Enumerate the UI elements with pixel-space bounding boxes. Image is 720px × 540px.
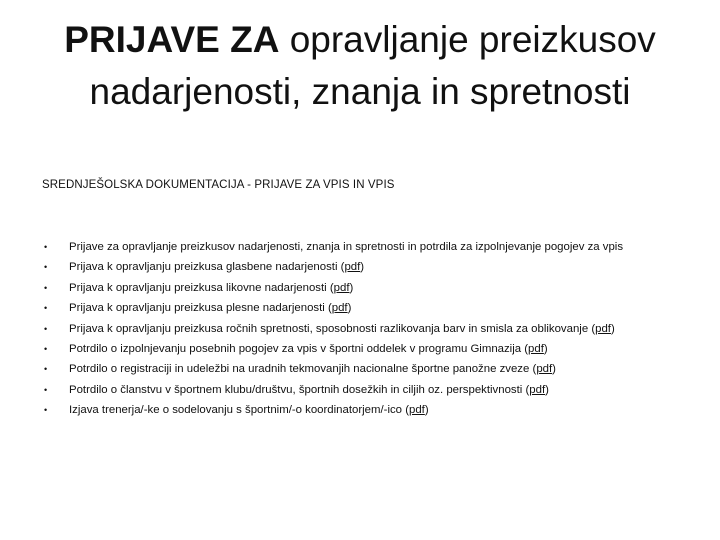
pdf-link[interactable]: pdf	[333, 281, 350, 294]
list-item	[42, 380, 702, 400]
pdf-link[interactable]: pdf	[536, 363, 553, 376]
item-text: Prijava k opravljanju preizkusa glasbene nadarjenosti	[69, 261, 341, 274]
pdf-link[interactable]: pdf	[331, 302, 348, 315]
list-item	[42, 237, 702, 257]
slide-title	[20, 14, 700, 118]
paren-close: )	[545, 383, 549, 396]
bullet: •	[44, 364, 48, 375]
list-item	[42, 298, 702, 318]
paren-open: (	[532, 363, 537, 376]
pdf-link[interactable]: pdf	[408, 404, 425, 417]
paren-open: (	[525, 383, 530, 396]
list-item	[42, 400, 702, 420]
bullet: •	[44, 343, 48, 354]
document-list	[42, 237, 702, 421]
pdf-link[interactable]: pdf	[529, 383, 546, 396]
item-text: Prijava k opravljanju preizkusa plesne nadarjenosti	[69, 302, 328, 315]
paren-open: (	[329, 281, 334, 294]
paren-open: (	[591, 322, 596, 335]
bullet: •	[44, 323, 48, 334]
paren-close: )	[543, 342, 548, 355]
paren-close: )	[360, 261, 365, 274]
paren-close: )	[610, 322, 615, 335]
section-subtitle: SREDNJEŠOLSKA DOKUMENTACIJA - PRIJAVE ZA VPIS IN VPIS	[42, 179, 395, 191]
item-text: Prijava k opravljanju preizkusa ročnih spretnosti, sposobnosti razlikovanja barv in smisla za oblikovanje	[69, 322, 592, 335]
paren-open: (	[405, 404, 409, 417]
bullet: •	[44, 282, 48, 293]
paren-open: (	[340, 261, 345, 274]
item-text: Potrdilo o izpolnjevanju posebnih pogojev za vpis v športni oddelek v programu Gimnazija	[69, 342, 525, 355]
pdf-link[interactable]: pdf	[528, 342, 544, 355]
paren-open: (	[327, 302, 332, 315]
paren-close: )	[349, 281, 354, 294]
pdf-link[interactable]: pdf	[595, 322, 611, 335]
list-item	[42, 339, 702, 359]
item-text: Potrdilo o registraciji in udeležbi na uradnih tekmovanjih nacionalne športne panožne zveze	[69, 363, 533, 376]
list-item	[42, 257, 702, 277]
title-line2: nadarjenosti, znanja in spretnosti	[89, 71, 631, 112]
bullet: •	[44, 384, 48, 395]
paren-close: )	[347, 302, 352, 315]
item-text: Potrdilo o članstvu v športnem klubu/društvu, športnih dosežkih in ciljih oz. perspektivnosti	[69, 383, 526, 396]
title-bold-part: PRIJAVE ZA	[64, 19, 280, 60]
list-item	[42, 319, 702, 339]
item-text: Izjava trenerja/-ke o sodelovanju s športnim/-o koordinatorjem/-ico	[69, 404, 406, 417]
paren-close: )	[424, 404, 429, 417]
bullet: •	[44, 262, 48, 273]
list-item	[42, 359, 702, 379]
bullet: •	[44, 303, 48, 314]
bullet: •	[44, 242, 48, 252]
paren-open: (	[524, 342, 529, 355]
list-item	[42, 278, 702, 298]
bullet: •	[44, 405, 48, 416]
item-text: Prijava k opravljanju preizkusa likovne nadarjenosti	[69, 281, 330, 294]
item-text: Prijave za opravljanje preizkusov nadarjenosti, znanja in spretnosti in potrdila za izpolnjevanje pogojev za vpis	[69, 241, 624, 253]
pdf-link[interactable]: pdf	[344, 261, 361, 274]
title-rest-line1: opravljanje preizkusov	[279, 19, 656, 60]
paren-close: )	[552, 363, 556, 376]
